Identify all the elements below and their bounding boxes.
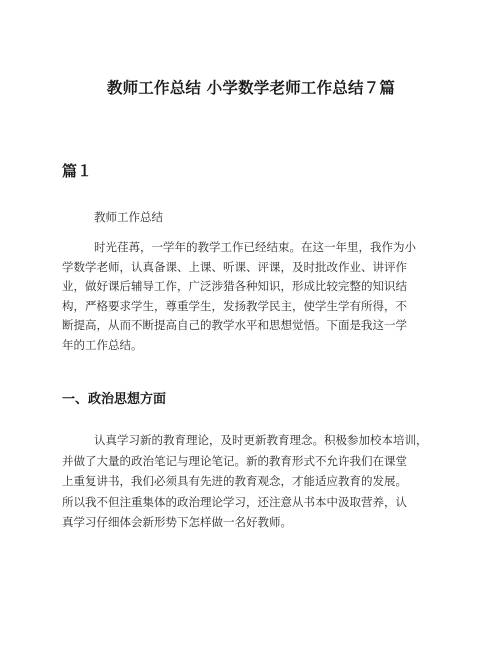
paragraph-line: 构，严格要求学生，尊重学生，发扬教学民主，使学生学有所得，不 xyxy=(62,298,407,313)
paragraph-political xyxy=(62,430,446,533)
paragraph-line: 真学习仔细体会新形势下怎样做一名好教师。 xyxy=(62,515,292,529)
paragraph-intro xyxy=(62,238,446,355)
paragraph-line: 并做了大量的政治笔记与理论笔记。新的教育形式不允许我们在课堂 xyxy=(62,453,407,468)
paragraph-line: 年的工作总结。 xyxy=(62,337,143,352)
paragraph-line: 所以我不但注重集体的政治理论学习，还注意从书本中汲取营养，认 xyxy=(62,494,407,509)
paragraph-line: 断提高，从而不断提高自己的教学水平和思想觉悟。下面是我这一学 xyxy=(62,318,407,332)
paragraph-line: 业，做好课后辅导工作，广泛涉猎各种知识，形成比较完整的知识结 xyxy=(62,279,407,293)
section-subtitle: 教师工作总结 xyxy=(94,210,163,224)
subsection-heading: 一、政治思想方面 xyxy=(62,392,167,407)
paragraph-line: 时光荏苒，一学年的教学工作已经结束。在这一年里，我作为小 xyxy=(94,240,416,254)
paragraph-line: 学数学老师，认真备课、上课、听课、评课，及时批改作业、讲评作 xyxy=(62,259,407,274)
paragraph-line: 上重复讲书，我们必须具有先进的教育观念，才能适应教育的发展。 xyxy=(62,474,407,488)
section-heading: 篇１ xyxy=(62,162,93,180)
paragraph-line: 认真学习新的教育理论，及时更新教育理念。积极参加校本培训， xyxy=(94,433,428,447)
document-title: 教师工作总结 小学数学老师工作总结７篇 xyxy=(106,79,396,97)
